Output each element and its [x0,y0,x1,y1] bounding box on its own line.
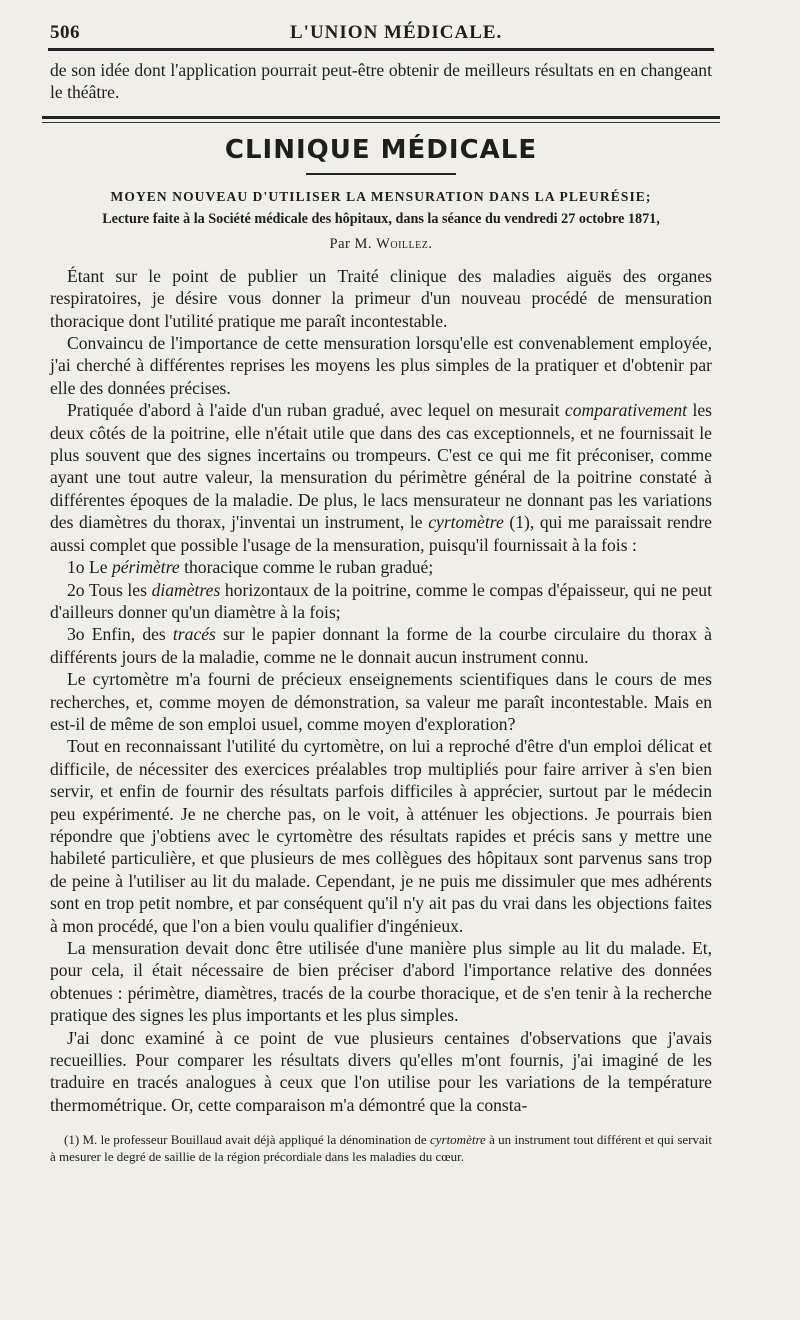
byline-prefix: Par M. [329,235,373,252]
list-item-2-emphasis: diamètres [151,579,221,600]
article-subtitle: Lecture faite à la Société médicale des hôpitaux, dans la séance du vendredi 27 octobre 1871, [102,210,660,227]
list-item-3-lead: 3o Enfin, des [67,624,173,645]
paragraph-4: Le cyrtomètre m'a fourni de précieux enseignements scientifiques dans le cours de mes recherches, et, comme moyen de démonstration, sa valeur me paraît incontestable. Mais en est-il de même de son emploi usuel, comme moyen d'exploration? [50,669,712,734]
section-title: CLINIQUE MÉDICALE [224,134,538,165]
footnote [50,1132,712,1165]
paragraph-7: J'ai donc examiné à ce point de vue plusieurs centaines d'observations que j'avais recueillies. Pour comparer les résultats divers qu'elles m'ont fournis, j'ai imaginé de les traduire en tracés analogues à ceux que l'on utilise pour les variations de la température thermométrique. Or, cette comparaison m'a démontré que la consta- [50,1027,712,1115]
list-item-1-emphasis: périmètre [111,557,180,578]
footnote-marker: (1) M. [64,1132,98,1148]
running-head [50,22,712,48]
carryover-paragraph: de son idée dont l'application pourrait peut-être obtenir de meilleurs résultats en en changeant le théâtre. [50,60,712,103]
list-item-2 [50,579,712,624]
paragraph-3-emphasis: comparativement [564,400,688,421]
paragraph-5: Tout en reconnaissant l'utilité du cyrtomètre, on lui a reproché d'être d'un emploi délicat et difficile, de nécessiter des exercices préalables trop multipliés pour faire arriver à s'en bien servir, et enfin de fournir des résultats parfois difficiles à apprécier, surtout par le médecin peu expérimenté. Je ne cherche pas, on le voit, à atténuer les objections. Je pourrais bien répondre que j'obtiens avec le cyrtomètre des résultats rapides et précis sans y mettre une habileté particulière, et que plusieurs de mes collègues des hôpitaux sont parvenus sans trop de peine à l'utiliser au lit du malade. Cependant, je ne puis me dissimuler que mes adhérents sont en trop petit nombre, et par conséquent qu'il n'y ait pas du vrai dans les objections faites à mon procédé, que l'on a bien voulu qualifier d'ingénieux. [50,736,712,936]
section-divider [42,116,720,123]
list-item-3-emphasis: tracés [172,624,216,645]
author-name: Woillez. [376,235,433,252]
header-rule [48,48,714,51]
title-underline [306,173,456,175]
paragraph-3-part-c: (1), qui me paraissait rendre aussi complet que possible l'usage de la mensuration, puisqu'il fournissait à la fois : [50,512,712,555]
article-title: MOYEN NOUVEAU D'UTILISER LA MENSURATION DANS LA PLEURÉSIE; [110,188,652,204]
list-item-1 [50,556,712,578]
paragraph-3-part-b: les deux côtés de la poitrine, elle n'était utile que dans des cas exceptionnels, et ne fournissait le plus souvent que des signes incertains ou trompeurs. C'est ce qui me fit préconiser, comme ayant une tout autre valeur, la mensuration du périmètre général de la poitrine constaté à différentes époques de la maladie. De plus, le lacs mensurateur ne donnant pas les variations des diamètres du thorax, j'inventai un instrument, le [50,400,712,533]
footnote-emphasis: cyrtomètre [429,1132,486,1148]
paragraph-3-emphasis-2: cyrtomètre [428,512,504,533]
footnote-text-a: le professeur Bouillaud avait déjà appliqué la dénomination de [97,1132,430,1148]
list-item-2-rest: horizontaux de la poitrine, comme le compas d'épaisseur, qui ne peut d'ailleurs donner qu'un diamètre à la fois; [50,579,712,622]
list-item-1-rest: thoracique comme le ruban gradué; [179,557,434,578]
list-item-1-lead: 1o Le [67,557,112,578]
footnote-text-b: à un instrument tout différent et qui servait à mesurer le degré de saillie de la région précordiale dans les maladies du cœur. [50,1132,713,1164]
byline [50,236,712,253]
paragraph-6: La mensuration devait donc être utilisée d'une manière plus simple au lit du malade. Et, pour cela, il était nécessaire de bien préciser d'abord l'importance relative des données obtenues : périmètre, diamètres, tracés de la courbe thoracique, et de s'en tenir à la recherche pratique des signes les plus importants et les plus simples. [50,938,712,1026]
paragraph-1: Étant sur le point de publier un Traité clinique des maladies aiguës des organes respiratoires, je désire vous donner la primeur d'un nouveau procédé de mensuration thoracique dont l'utilité pratique me paraît incontestable. [50,265,712,331]
paragraph-3-part-a: Pratiquée d'abord à l'aide d'un ruban gradué, avec lequel on mesurait [67,400,565,421]
paragraph-2: Convaincu de l'importance de cette mensuration lorsqu'elle est convenablement employée, j'ai cherché à différentes reprises les moyens les plus simples de la pratiquer et d'obtenir par elle des données précises. [50,333,712,398]
list-item-3-rest: sur le papier donnant la forme de la courbe circulaire du thorax à différents jours de la maladie, comme ne le donnait aucun instrument connu. [50,624,712,667]
list-item-3 [50,623,712,668]
journal-title: L'UNION MÉDICALE. [290,22,503,43]
paragraph-3 [50,399,712,556]
list-item-2-lead: 2o Tous les [67,579,152,600]
page-number: 506 [50,22,80,43]
